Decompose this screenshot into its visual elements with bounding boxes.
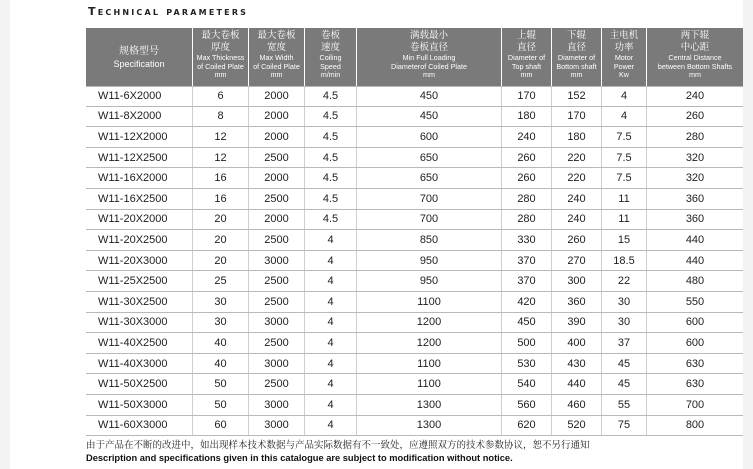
value-cell: 220 <box>552 148 602 168</box>
value-cell: 1100 <box>357 354 502 374</box>
value-cell: 4 <box>305 230 357 250</box>
value-cell: 180 <box>552 127 602 147</box>
value-cell: 700 <box>357 210 502 230</box>
value-cell: 260 <box>502 148 552 168</box>
value-cell: 450 <box>502 313 552 333</box>
value-cell: 6 <box>193 87 249 106</box>
header-cell <box>249 28 305 86</box>
table-row <box>86 107 743 128</box>
value-cell: 4.5 <box>305 210 357 230</box>
value-cell: 530 <box>502 354 552 374</box>
table-row <box>86 86 743 107</box>
value-cell: 152 <box>552 87 602 106</box>
value-cell: 240 <box>552 189 602 209</box>
header-label-en: of Coiled Plate <box>253 61 300 71</box>
header-label-en: mm <box>270 70 283 80</box>
header-label-zh: 直径 <box>516 42 536 53</box>
header-label-en: Diameter of <box>557 53 596 62</box>
value-cell: 16 <box>193 189 249 209</box>
value-cell: 170 <box>552 107 602 127</box>
value-cell: 4 <box>305 416 357 436</box>
value-cell: 30 <box>193 292 249 312</box>
value-cell: 7.5 <box>602 168 647 188</box>
value-cell: 600 <box>685 336 705 349</box>
header-label-zh: 直径 <box>566 42 586 53</box>
header-cell <box>602 28 647 86</box>
header-label-en: mm <box>520 70 533 80</box>
value-cell: 30 <box>602 313 647 333</box>
value-cell: 450 <box>357 107 502 127</box>
value-cell: 320 <box>685 151 705 164</box>
header-label-en: Specification <box>113 58 165 69</box>
section-title: Technical parameters <box>88 5 249 18</box>
value-cell: 260 <box>685 110 705 123</box>
value-cell: 450 <box>357 87 502 106</box>
table-row <box>86 292 743 313</box>
model-cell: W11-40X3000 <box>86 354 193 374</box>
table-row <box>86 395 743 416</box>
value-cell: 3000 <box>249 313 305 333</box>
table-row <box>86 148 743 169</box>
table-row <box>86 168 743 189</box>
value-cell: 440 <box>685 254 705 267</box>
value-cell: 7.5 <box>602 148 647 168</box>
table-row <box>86 127 743 148</box>
value-cell: 1300 <box>357 416 502 436</box>
value-cell: 480 <box>685 275 705 288</box>
table-row <box>86 230 743 251</box>
value-cell: 50 <box>193 395 249 415</box>
header-label-zh: 两下辊 <box>680 30 710 41</box>
value-cell: 850 <box>357 230 502 250</box>
table-row <box>86 210 743 231</box>
value-cell: 420 <box>502 292 552 312</box>
value-cell: 320 <box>685 172 705 185</box>
value-cell: 260 <box>552 230 602 250</box>
model-cell: W11-12X2500 <box>86 148 193 168</box>
value-cell: 15 <box>602 230 647 250</box>
value-cell: 4 <box>305 374 357 394</box>
header-label-en: m/min <box>320 70 341 80</box>
value-cell: 240 <box>685 90 705 103</box>
table-row <box>86 374 743 395</box>
model-cell: W11-8X2000 <box>86 107 193 127</box>
table-row <box>86 416 743 437</box>
value-cell: 12 <box>193 127 249 147</box>
header-label-zh: 宽度 <box>266 42 286 53</box>
value-cell: 600 <box>357 127 502 147</box>
value-cell: 20 <box>193 230 249 250</box>
value-cell: 20 <box>193 210 249 230</box>
value-cell: 2000 <box>249 107 305 127</box>
model-cell: W11-30X3000 <box>86 313 193 333</box>
value-cell: 2500 <box>249 292 305 312</box>
value-cell: 520 <box>552 416 602 436</box>
value-cell: 550 <box>685 295 705 308</box>
header-label-zh: 中心距 <box>680 42 710 53</box>
value-cell: 4.5 <box>305 87 357 106</box>
value-cell: 3000 <box>249 395 305 415</box>
value-cell: 370 <box>502 251 552 271</box>
header-label-en: mm <box>423 70 435 80</box>
value-cell: 12 <box>193 148 249 168</box>
value-cell: 4.5 <box>305 189 357 209</box>
value-cell: 300 <box>552 271 602 291</box>
value-cell: 360 <box>552 292 602 312</box>
table-row <box>86 271 743 292</box>
value-cell: 18.5 <box>602 251 647 271</box>
value-cell: 75 <box>602 416 647 436</box>
value-cell: 2000 <box>249 87 305 106</box>
value-cell: 280 <box>685 130 705 143</box>
value-cell: 4 <box>602 87 647 106</box>
header-label-en: Kw <box>619 70 629 80</box>
value-cell: 2000 <box>249 210 305 230</box>
header-label-zh: 规格型号 <box>119 45 159 57</box>
right-page-edge <box>743 0 753 469</box>
value-cell: 270 <box>552 251 602 271</box>
model-cell: W11-25X2500 <box>86 271 193 291</box>
value-cell: 3000 <box>249 251 305 271</box>
parameters-table-body <box>86 86 743 436</box>
value-cell: 700 <box>357 189 502 209</box>
value-cell: 630 <box>685 357 705 370</box>
header-label-zh: 满载最小 <box>409 30 448 41</box>
header-label-zh: 主电机 <box>609 30 639 41</box>
header-label-en: Top shaft <box>511 61 542 71</box>
value-cell: 2500 <box>249 189 305 209</box>
header-cell <box>647 28 743 86</box>
value-cell: 8 <box>193 107 249 127</box>
value-cell: 370 <box>502 271 552 291</box>
value-cell: 2000 <box>249 168 305 188</box>
header-label-zh: 最大卷板 <box>201 30 240 41</box>
header-cell <box>502 28 552 86</box>
value-cell: 30 <box>602 292 647 312</box>
value-cell: 4.5 <box>305 168 357 188</box>
value-cell: 280 <box>502 210 552 230</box>
header-label-zh: 卷板直径 <box>409 42 448 53</box>
value-cell: 25 <box>193 271 249 291</box>
value-cell: 4 <box>305 333 357 353</box>
header-label-en: Diameter of <box>507 53 546 62</box>
value-cell: 4.5 <box>305 107 357 127</box>
value-cell: 620 <box>502 416 552 436</box>
value-cell: 2000 <box>249 127 305 147</box>
value-cell: 2500 <box>249 271 305 291</box>
header-label-en: between Bottom Shafts <box>657 61 733 71</box>
value-cell: 4 <box>305 271 357 291</box>
value-cell: 1300 <box>357 395 502 415</box>
value-cell: 440 <box>552 374 602 394</box>
value-cell: 4.5 <box>305 148 357 168</box>
value-cell: 4 <box>305 313 357 333</box>
value-cell: 2500 <box>249 148 305 168</box>
value-cell: 1200 <box>357 313 502 333</box>
value-cell: 500 <box>502 333 552 353</box>
value-cell: 700 <box>685 398 705 411</box>
value-cell: 1100 <box>357 292 502 312</box>
header-label-zh: 卷板 <box>320 30 340 41</box>
value-cell: 630 <box>685 378 705 391</box>
value-cell: 540 <box>502 374 552 394</box>
value-cell: 600 <box>685 316 705 329</box>
value-cell: 800 <box>685 419 705 432</box>
header-label-en: mm <box>689 70 701 80</box>
header-label-en: Min Full Loading <box>402 53 456 62</box>
model-cell: W11-16X2500 <box>86 189 193 209</box>
model-cell: W11-30X2500 <box>86 292 193 312</box>
value-cell: 390 <box>552 313 602 333</box>
value-cell: 4 <box>305 251 357 271</box>
model-cell: W11-20X3000 <box>86 251 193 271</box>
value-cell: 22 <box>602 271 647 291</box>
value-cell: 20 <box>193 251 249 271</box>
value-cell: 950 <box>357 271 502 291</box>
value-cell: 180 <box>502 107 552 127</box>
value-cell: 260 <box>502 168 552 188</box>
value-cell: 7.5 <box>602 127 647 147</box>
value-cell: 430 <box>552 354 602 374</box>
value-cell: 240 <box>502 127 552 147</box>
model-cell: W11-6X2000 <box>86 87 193 106</box>
value-cell: 45 <box>602 374 647 394</box>
value-cell: 240 <box>552 210 602 230</box>
header-label-en: of Coiled Plate <box>197 61 244 71</box>
value-cell: 650 <box>357 168 502 188</box>
model-cell: W11-50X2500 <box>86 374 193 394</box>
value-cell: 560 <box>502 395 552 415</box>
header-cell <box>305 28 357 86</box>
header-label-en: mm <box>570 70 583 80</box>
header-label-en: Speed <box>320 61 341 71</box>
value-cell: 11 <box>602 210 647 230</box>
value-cell: 4 <box>305 395 357 415</box>
model-cell: W11-40X2500 <box>86 333 193 353</box>
value-cell: 37 <box>602 333 647 353</box>
value-cell: 360 <box>685 192 705 205</box>
value-cell: 4.5 <box>305 127 357 147</box>
header-label-en: Motor <box>614 53 634 62</box>
value-cell: 30 <box>193 313 249 333</box>
model-cell: W11-16X2000 <box>86 168 193 188</box>
header-label-zh: 速度 <box>320 42 340 53</box>
value-cell: 3000 <box>249 354 305 374</box>
header-label-en: Max Width <box>259 53 294 62</box>
header-label-en: mm <box>214 70 227 80</box>
table-row <box>86 354 743 375</box>
value-cell: 460 <box>552 395 602 415</box>
header-label-en: Diameterof Coiled Plate <box>391 61 467 71</box>
model-cell: W11-50X3000 <box>86 395 193 415</box>
header-cell <box>357 28 502 86</box>
header-label-en: Central Distance <box>668 53 722 62</box>
value-cell: 4 <box>305 354 357 374</box>
model-cell: W11-20X2500 <box>86 230 193 250</box>
header-label-zh: 功率 <box>614 42 634 53</box>
value-cell: 4 <box>602 107 647 127</box>
value-cell: 16 <box>193 168 249 188</box>
header-cell <box>86 28 193 86</box>
header-label-zh: 最大卷板 <box>257 30 296 41</box>
footnote <box>86 440 590 464</box>
table-row <box>86 251 743 272</box>
header-cell <box>552 28 602 86</box>
model-cell: W11-60X3000 <box>86 416 193 436</box>
value-cell: 170 <box>502 87 552 106</box>
value-cell: 280 <box>502 189 552 209</box>
header-cell <box>193 28 249 86</box>
value-cell: 330 <box>502 230 552 250</box>
header-label-en: Max Thickness <box>196 53 245 62</box>
value-cell: 60 <box>193 416 249 436</box>
header-label-en: Power <box>613 61 635 71</box>
model-cell: W11-12X2000 <box>86 127 193 147</box>
left-page-edge <box>0 0 10 469</box>
value-cell: 40 <box>193 354 249 374</box>
footnote-english: Description and specifications given in this catalogue are subject to modification without notice. <box>86 453 513 463</box>
value-cell: 400 <box>552 333 602 353</box>
value-cell: 650 <box>357 148 502 168</box>
header-label-zh: 厚度 <box>210 42 230 53</box>
value-cell: 220 <box>552 168 602 188</box>
value-cell: 2500 <box>249 333 305 353</box>
footnote-chinese: 由于产品在不断的改进中，如出现样本技术数据与产品实际数据有不一致处，应遵照双方的技术参数协议，恕不另行通知 <box>86 440 590 451</box>
value-cell: 440 <box>685 233 705 246</box>
value-cell: 360 <box>685 213 705 226</box>
value-cell: 4 <box>305 292 357 312</box>
model-cell: W11-20X2000 <box>86 210 193 230</box>
value-cell: 40 <box>193 333 249 353</box>
value-cell: 950 <box>357 251 502 271</box>
value-cell: 2500 <box>249 230 305 250</box>
table-header <box>86 28 743 86</box>
header-label-en: Bottom shaft <box>556 61 597 71</box>
value-cell: 45 <box>602 354 647 374</box>
table-row <box>86 189 743 210</box>
header-label-zh: 上辊 <box>516 30 536 41</box>
table-row <box>86 333 743 354</box>
value-cell: 1200 <box>357 333 502 353</box>
value-cell: 1100 <box>357 374 502 394</box>
table-row <box>86 313 743 334</box>
header-label-zh: 下辊 <box>566 30 586 41</box>
value-cell: 11 <box>602 189 647 209</box>
value-cell: 50 <box>193 374 249 394</box>
value-cell: 3000 <box>249 416 305 436</box>
value-cell: 55 <box>602 395 647 415</box>
header-label-en: Coiling <box>319 53 342 62</box>
value-cell: 2500 <box>249 374 305 394</box>
